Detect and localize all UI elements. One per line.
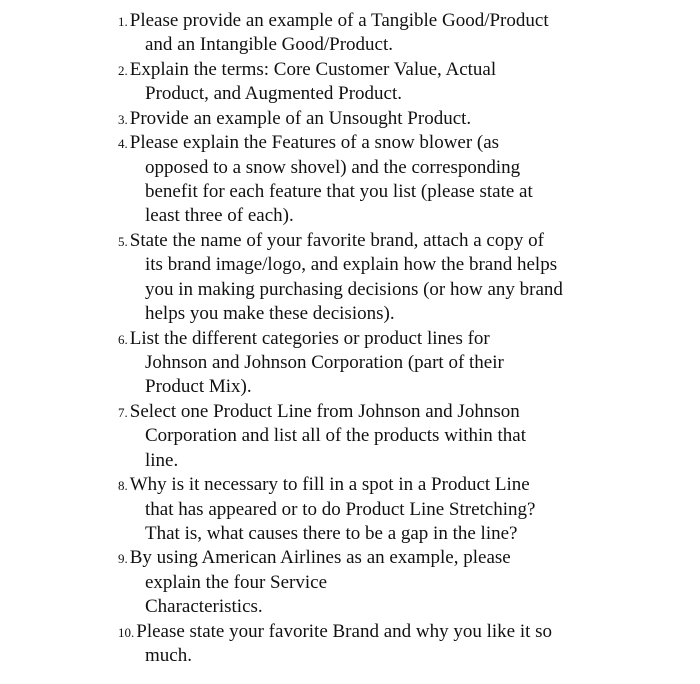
question-10-line-2: much. bbox=[145, 645, 192, 666]
question-1-number: 1. bbox=[118, 14, 128, 29]
question-6-line-1 bbox=[118, 327, 490, 352]
question-3-line-1 bbox=[118, 107, 471, 132]
question-7-number: 7. bbox=[118, 405, 128, 420]
question-9-text-line-1: By using American Airlines as an example, please bbox=[129, 547, 511, 568]
question-3-number: 3. bbox=[118, 112, 128, 127]
question-9-line-3: Characteristics. bbox=[145, 596, 263, 617]
question-9-line-1 bbox=[118, 546, 511, 571]
question-5-line-2: its brand image/logo, and explain how the brand helps bbox=[145, 254, 558, 275]
question-10-text-line-1: Please state your favorite Brand and why you like it so bbox=[136, 621, 553, 642]
question-1-text-line-1: Please provide an example of a Tangible Good/Product bbox=[129, 10, 549, 31]
question-8-line-2: that has appeared or to do Product Line Stretching? bbox=[145, 499, 536, 520]
question-5-text-line-1: State the name of your favorite brand, attach a copy of bbox=[129, 230, 544, 251]
question-6-text-line-1: List the different categories or product lines for bbox=[129, 328, 490, 349]
question-7-line-1 bbox=[118, 400, 520, 425]
question-4-line-2: opposed to a snow shovel) and the corresponding bbox=[145, 157, 521, 178]
question-7-text-line-1: Select one Product Line from Johnson and Johnson bbox=[129, 401, 520, 422]
question-5-line-4: helps you make these decisions). bbox=[145, 303, 395, 324]
question-1-line-1 bbox=[118, 9, 549, 34]
question-3-text-line-1: Provide an example of an Unsought Product. bbox=[129, 108, 472, 129]
question-10-line-1 bbox=[118, 620, 552, 645]
question-2-line-2: Product, and Augmented Product. bbox=[145, 83, 402, 104]
question-8-number: 8. bbox=[118, 478, 128, 493]
question-2-text-line-1: Explain the terms: Core Customer Value, Actual bbox=[129, 59, 497, 80]
question-6-number: 6. bbox=[118, 332, 128, 347]
question-10-number: 10. bbox=[118, 625, 135, 640]
question-4-text-line-1: Please explain the Features of a snow blower (as bbox=[129, 132, 500, 153]
question-5-line-1 bbox=[118, 229, 544, 254]
question-2-line-1 bbox=[118, 58, 496, 83]
question-7-line-2: Corporation and list all of the products within that bbox=[145, 425, 526, 446]
question-6-line-3: Product Mix). bbox=[145, 376, 252, 397]
question-4-number: 4. bbox=[118, 136, 128, 151]
question-8-line-3: That is, what causes there to be a gap in the line? bbox=[145, 523, 518, 544]
question-4-line-3: benefit for each feature that you list (please state at bbox=[145, 181, 533, 202]
question-9-line-2: explain the four Service bbox=[145, 572, 328, 593]
question-9-number: 9. bbox=[118, 551, 128, 566]
question-7-line-3: line. bbox=[145, 450, 179, 471]
question-8-text-line-1: Why is it necessary to fill in a spot in a Product Line bbox=[129, 474, 530, 495]
question-6-line-2: Johnson and Johnson Corporation (part of their bbox=[145, 352, 504, 373]
question-4-line-1 bbox=[118, 131, 499, 156]
question-4-line-4: least three of each). bbox=[145, 205, 294, 226]
question-8-line-1 bbox=[118, 473, 530, 498]
question-1-line-2: and an Intangible Good/Product. bbox=[145, 34, 394, 55]
question-5-line-3: you in making purchasing decisions (or how any brand bbox=[145, 279, 563, 300]
question-5-number: 5. bbox=[118, 234, 128, 249]
question-2-number: 2. bbox=[118, 63, 128, 78]
